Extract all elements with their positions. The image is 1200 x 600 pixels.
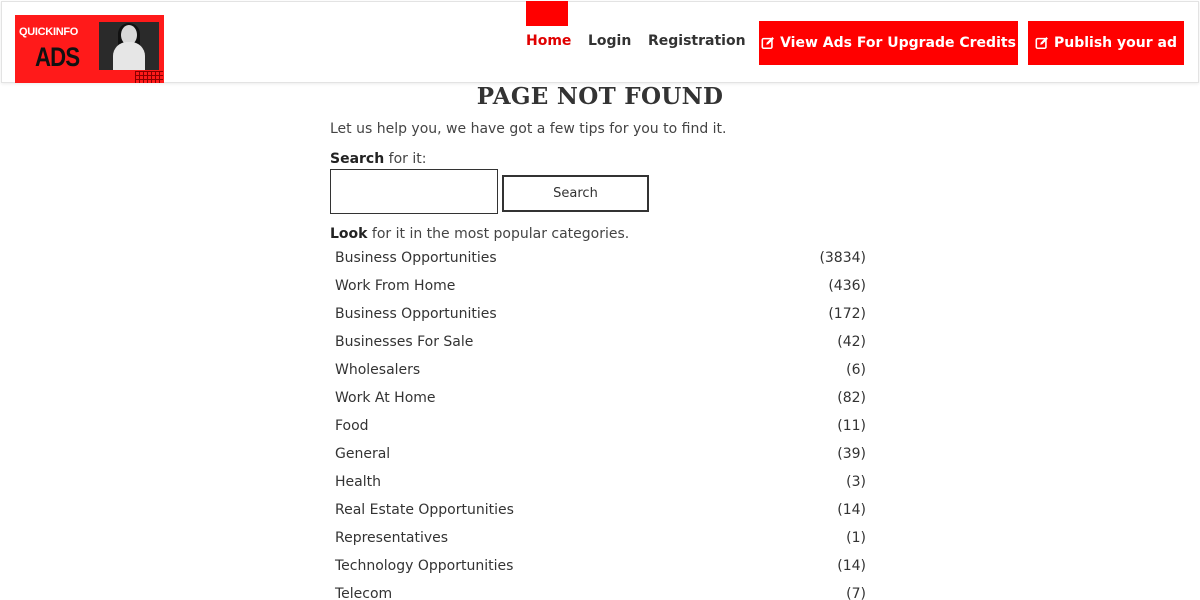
category-link[interactable]: Business Opportunities (335, 306, 497, 322)
list-item (335, 468, 866, 496)
list-item (335, 524, 866, 552)
list-item (335, 356, 866, 384)
list-item (335, 384, 866, 412)
search-label-bold: Search (330, 151, 385, 167)
category-count: (42) (837, 334, 866, 350)
list-item (335, 412, 866, 440)
nav-home[interactable]: Home (526, 33, 572, 49)
nav-active-indicator (526, 1, 568, 26)
category-link[interactable]: General (335, 446, 391, 462)
category-link[interactable]: Businesses For Sale (335, 334, 474, 350)
list-item (335, 300, 866, 328)
category-link[interactable]: Business Opportunities (335, 250, 497, 266)
category-link[interactable]: Technology Opportunities (335, 558, 514, 574)
category-count: (14) (837, 502, 866, 518)
nav-login[interactable]: Login (588, 33, 632, 49)
list-item (335, 328, 866, 356)
category-list (335, 244, 866, 600)
category-link[interactable]: Wholesalers (335, 362, 421, 378)
look-label-rest: for it in the most popular categories. (367, 226, 630, 242)
search-button[interactable]: Search (502, 175, 649, 212)
logo-grid-pattern (135, 71, 163, 83)
category-count: (14) (837, 558, 866, 574)
page-title: PAGE NOT FOUND (476, 83, 724, 110)
list-item (335, 272, 866, 300)
category-count: (82) (837, 390, 866, 406)
category-link[interactable]: Health (335, 474, 381, 490)
search-label-rest: for it: (384, 151, 427, 167)
category-count: (11) (837, 418, 866, 434)
category-link[interactable]: Real Estate Opportunities (335, 502, 514, 518)
category-link[interactable]: Representatives (335, 530, 449, 546)
category-link[interactable]: Food (335, 418, 369, 434)
category-count: (39) (837, 446, 866, 462)
tips-text: Let us help you, we have got a few tips for you to find it. (330, 121, 727, 137)
site-logo[interactable] (15, 15, 164, 83)
category-link[interactable]: Telecom (335, 586, 393, 600)
list-item (335, 244, 866, 272)
logo-top-text: QUICKINFO (19, 26, 79, 38)
look-label (330, 226, 629, 242)
upgrade-button-label: View Ads For Upgrade Credits (780, 35, 1016, 51)
search-label (330, 151, 426, 167)
category-count: (436) (828, 278, 866, 294)
category-count: (1) (846, 530, 866, 546)
edit-square-icon (761, 36, 775, 50)
publish-ad-button[interactable] (1028, 21, 1184, 65)
edit-square-icon (1035, 36, 1049, 50)
logo-main-text: ADS (35, 42, 80, 72)
publish-button-label: Publish your ad (1054, 35, 1177, 51)
list-item (335, 496, 866, 524)
category-count: (6) (846, 362, 866, 378)
list-item (335, 440, 866, 468)
category-count: (7) (846, 586, 866, 600)
category-count: (172) (828, 306, 866, 322)
list-item (335, 580, 866, 600)
logo-photo (99, 22, 159, 70)
category-link[interactable]: Work From Home (335, 278, 456, 294)
view-ads-upgrade-credits-button[interactable] (759, 21, 1018, 65)
search-input[interactable] (330, 169, 498, 214)
list-item (335, 552, 866, 580)
category-count: (3) (846, 474, 866, 490)
category-count: (3834) (819, 250, 866, 266)
category-link[interactable]: Work At Home (335, 390, 436, 406)
look-label-bold: Look (330, 226, 368, 242)
nav-registration[interactable]: Registration (648, 33, 746, 49)
